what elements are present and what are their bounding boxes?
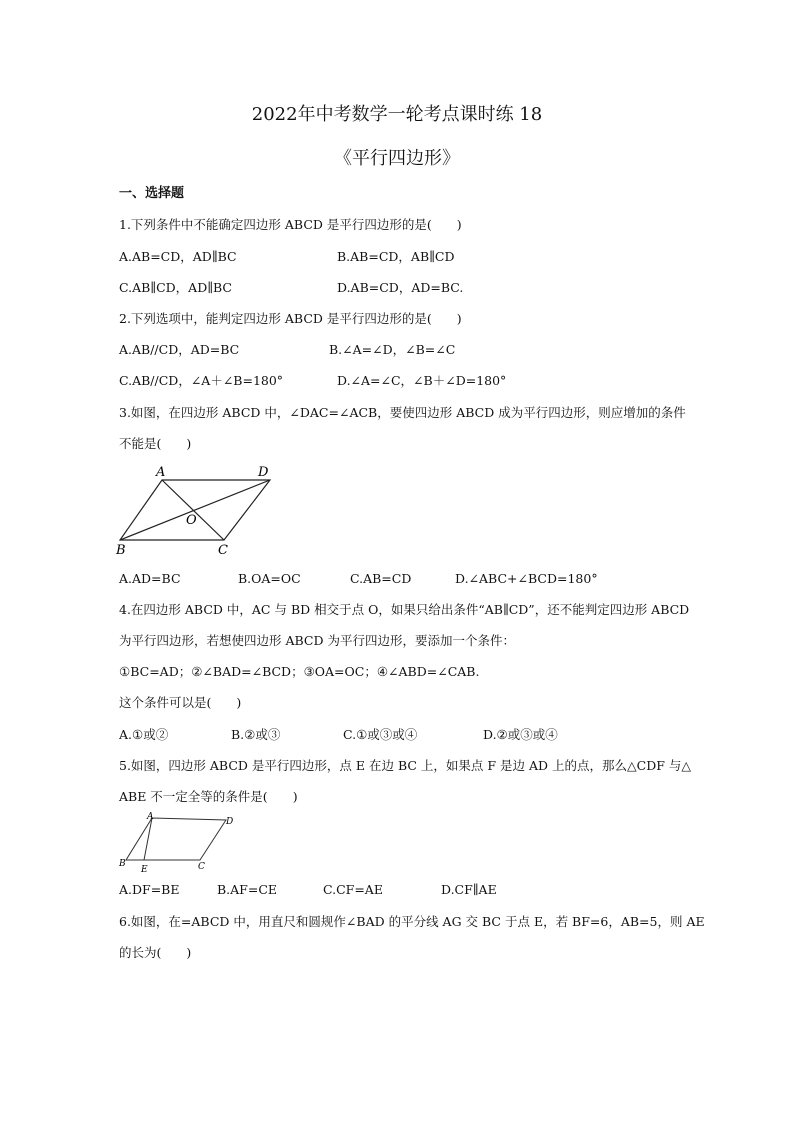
q5-option-a: A.DF=BE <box>119 882 180 897</box>
q1-option-b: B.AB=CD，AB∥CD <box>337 249 455 264</box>
page-subtitle: 《平行四边形》 <box>334 148 460 169</box>
vertex-label-c: C <box>218 543 228 558</box>
q6-stem-line2: 的长为( ) <box>119 945 192 960</box>
point-label-o: O <box>186 513 197 528</box>
q5-stem-line2: ABE 不一定全等的条件是( ) <box>119 789 298 804</box>
q1-option-d: D.AB=CD，AD=BC. <box>337 280 464 295</box>
q5-option-d: D.CF∥AE <box>441 882 497 897</box>
q5-parallelogram-figure <box>114 810 244 874</box>
section-heading: 一、选择题 <box>119 186 185 201</box>
q3-parallelogram-figure <box>112 460 282 560</box>
point-label-e: E <box>141 865 148 874</box>
vertex-label-d: D <box>258 465 269 480</box>
q4-option-a: A.①或② <box>119 727 169 742</box>
q2-option-a: A.AB//CD，AD=BC <box>119 342 240 357</box>
q2-stem: 2.下列选项中，能判定四边形 ABCD 是平行四边形的是( ) <box>119 311 462 326</box>
vertex-label-b: B <box>119 859 126 869</box>
q3-option-d: D.∠ABC+∠BCD=180° <box>455 571 598 586</box>
q4-stem-line2: 为平行四边形，若想使四边形 ABCD 为平行四边形，要添加一个条件： <box>119 633 515 648</box>
q3-stem-line1: 3.如图，在四边形 ABCD 中，∠DAC=∠ACB，要使四边形 ABCD 成为平行四边形，则应增加的条件 <box>119 405 686 420</box>
vertex-label-b: B <box>116 543 126 558</box>
vertex-label-d: D <box>226 817 234 827</box>
q4-conditions: ①BC=AD；②∠BAD=∠BCD；③OA=OC；④∠ABD=∠CAB. <box>119 664 480 679</box>
q3-option-b: B.OA=OC <box>238 571 301 586</box>
q6-stem-line1: 6.如图，在=ABCD 中，用直尺和圆规作∠BAD 的平分线 AG 交 BC 于点 E，若 BF=6，AB=5，则 AE <box>119 914 705 929</box>
q5-stem-line1: 5.如图，四边形 ABCD 是平行四边形，点 E 在边 BC 上，如果点 F 是边 AD 上的点，那么△CDF 与△ <box>119 758 691 773</box>
vertex-label-a: A <box>147 812 154 822</box>
q5-option-c: C.CF=AE <box>323 882 383 897</box>
vertex-label-c: C <box>198 862 205 872</box>
q1-option-a: A.AB=CD，AD∥BC <box>119 249 237 264</box>
q3-stem-line2: 不能是( ) <box>119 436 192 451</box>
parallelogram-abcd-outline <box>126 818 226 860</box>
diagonal-ac <box>162 480 224 540</box>
q2-option-b: B.∠A=∠D，∠B=∠C <box>329 342 456 357</box>
q4-option-d: D.②或③或④ <box>483 727 558 742</box>
q5-option-b: B.AF=CE <box>217 882 278 897</box>
q1-stem: 1.下列条件中不能确定四边形 ABCD 是平行四边形的是( ) <box>119 217 462 232</box>
q4-question: 这个条件可以是( ) <box>119 695 242 710</box>
q2-option-d: D.∠A=∠C，∠B＋∠D=180° <box>337 373 507 388</box>
q4-option-b: B.②或③ <box>231 727 281 742</box>
vertex-label-a: A <box>156 465 166 480</box>
q3-option-a: A.AD=BC <box>119 571 181 586</box>
q2-option-c: C.AB//CD，∠A＋∠B=180° <box>119 373 284 388</box>
page-title: 2022年中考数学一轮考点课时练 18 <box>251 104 543 125</box>
q3-option-c: C.AB=CD <box>350 571 412 586</box>
q1-option-c: C.AB∥CD，AD∥BC <box>119 280 232 295</box>
q4-stem-line1: 4.在四边形 ABCD 中，AC 与 BD 相交于点 O，如果只给出条件“AB∥CD”，还不能判定四边形 ABCD <box>119 602 690 617</box>
q4-option-c: C.①或③或④ <box>343 727 418 742</box>
